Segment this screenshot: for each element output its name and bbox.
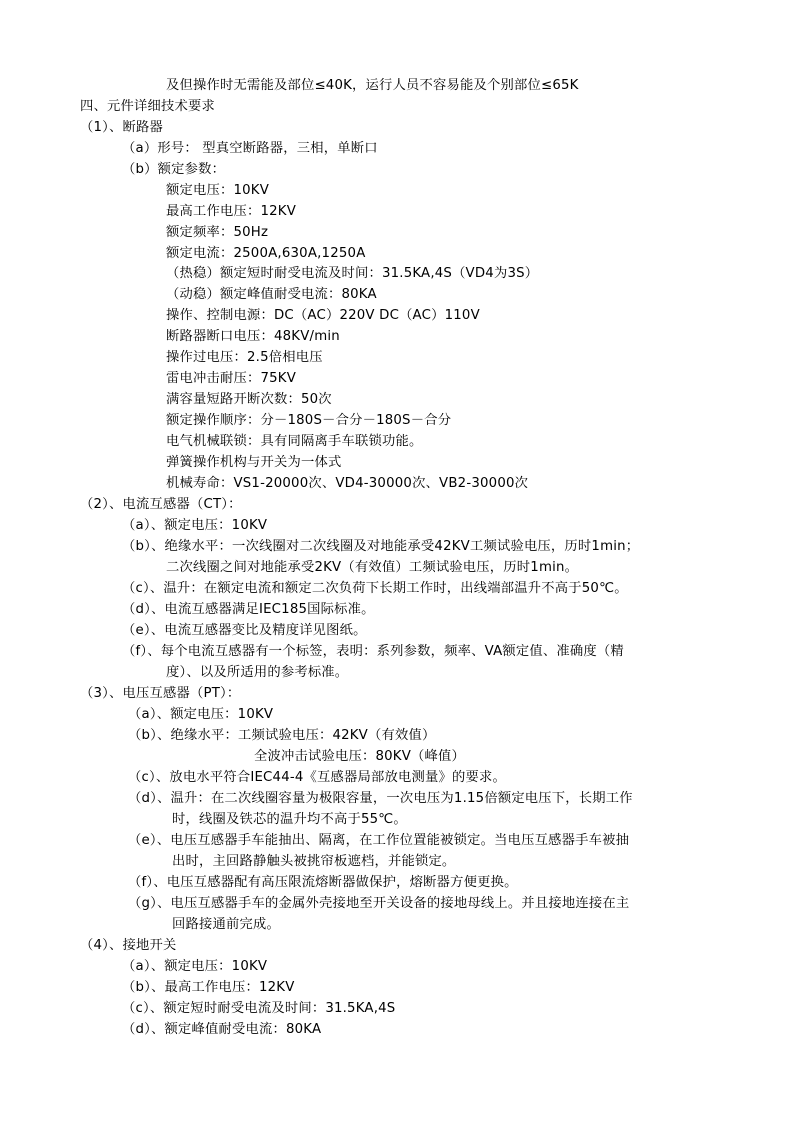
param-line: 机械寿命：VS1-20000次、VD4-30000次、VB2-30000次 xyxy=(166,476,529,491)
param-line: 雷电冲击耐压：75KV xyxy=(166,371,297,386)
text-line: 及但操作时无需能及部位≤40K，运行人员不容易能及个别部位≤65K xyxy=(166,78,579,93)
text-line: （e）、电流互感器变比及精度详见图纸。 xyxy=(122,623,367,638)
text-line: （b）、绝缘水平：一次线圈对二次线圈及对地能承受42KV工频试验电压，历时1min； xyxy=(122,539,640,554)
param-line: 弹簧操作机构与开关为一体式 xyxy=(166,455,342,470)
text-line: 时，线圈及铁芯的温升均不高于55℃。 xyxy=(172,812,407,827)
text-line: 回路接通前完成。 xyxy=(172,917,280,932)
param-line: 操作、控制电源：DC（AC）220V DC（AC）110V xyxy=(166,308,480,323)
subsection-heading: （1）、断路器 xyxy=(80,120,163,135)
param-line: 额定操作顺序：分－180S－合分－180S－合分 xyxy=(166,413,452,428)
param-line: 断路器断口电压：48KV/min xyxy=(166,329,340,344)
text-line: （b）、绝缘水平：工频试验电压：42KV（有效值） xyxy=(128,728,436,743)
param-line: 额定频率：50Hz xyxy=(166,225,269,240)
text-line: （d）、温升：在二次线圈容量为极限容量，一次电压为1.15倍额定电压下，长期工作 xyxy=(128,791,633,806)
text-line: （a）、额定电压：10KV xyxy=(128,707,274,722)
param-line: 操作过电压：2.5倍相电压 xyxy=(166,350,323,365)
text-line: （c）、放电水平符合IEC44-4《互感器局部放电测量》的要求。 xyxy=(128,770,506,785)
text-line: （b）额定参数： xyxy=(122,162,226,177)
text-line: （g）、电压互感器手车的金属外壳接地至开关设备的接地母线上。并且接地连接在主 xyxy=(128,896,630,911)
section-heading: 四、元件详细技术要求 xyxy=(80,99,215,114)
param-line: （热稳）额定短时耐受电流及时间：31.5KA,4S（VD4为3S） xyxy=(166,266,539,281)
param-line: 电气机械联锁：具有同隔离手车联锁功能。 xyxy=(166,434,423,449)
param-line: 额定电流：2500A,630A,1250A xyxy=(166,246,366,261)
text-line: （a）、额定电压：10KV xyxy=(122,518,268,533)
text-line: （a）、额定电压：10KV xyxy=(122,959,268,974)
param-line: 最高工作电压：12KV xyxy=(166,204,297,219)
text-line: （a）形号： 型真空断路器，三相，单断口 xyxy=(122,141,378,156)
text-line: 全波冲击试验电压：80KV（峰值） xyxy=(254,749,465,764)
text-line: （e）、电压互感器手车能抽出、隔离，在工作位置能被锁定。当电压互感器手车被抽 xyxy=(128,833,630,848)
param-line: 满容量短路开断次数：50次 xyxy=(166,392,332,407)
text-line: 出时，主回路静触头被挑帘板遮档，并能锁定。 xyxy=(172,854,456,869)
text-line: 度）、以及所适用的参考标准。 xyxy=(166,665,349,680)
text-line: （d）、电流互感器满足IEC185国际标准。 xyxy=(122,602,375,617)
text-line: （c）、额定短时耐受电流及时间：31.5KA,4S xyxy=(122,1001,396,1016)
param-line: （动稳）额定峰值耐受电流：80KA xyxy=(166,287,377,302)
text-line: （f）、每个电流互感器有一个标签，表明：系列参数，频率、VA额定值、准确度（精 xyxy=(122,644,624,659)
text-line: （f）、电压互感器配有高压限流熔断器做保护，熔断器方便更换。 xyxy=(128,875,518,890)
param-line: 额定电压：10KV xyxy=(166,183,270,198)
text-line: 二次线圈之间对地能承受2KV（有效值）工频试验电压，历时1min。 xyxy=(166,560,579,575)
text-line: （c）、温升：在额定电流和额定二次负荷下长期工作时，出线端部温升不高于50℃。 xyxy=(122,581,628,596)
text-line: （d）、额定峰值耐受电流：80KA xyxy=(122,1022,322,1037)
subsection-heading: （2）、电流互感器（CT）： xyxy=(80,497,242,512)
subsection-heading: （3）、电压互感器（PT）： xyxy=(80,686,241,701)
text-line: （b）、最高工作电压：12KV xyxy=(122,980,295,995)
subsection-heading: （4）、接地开关 xyxy=(80,938,177,953)
